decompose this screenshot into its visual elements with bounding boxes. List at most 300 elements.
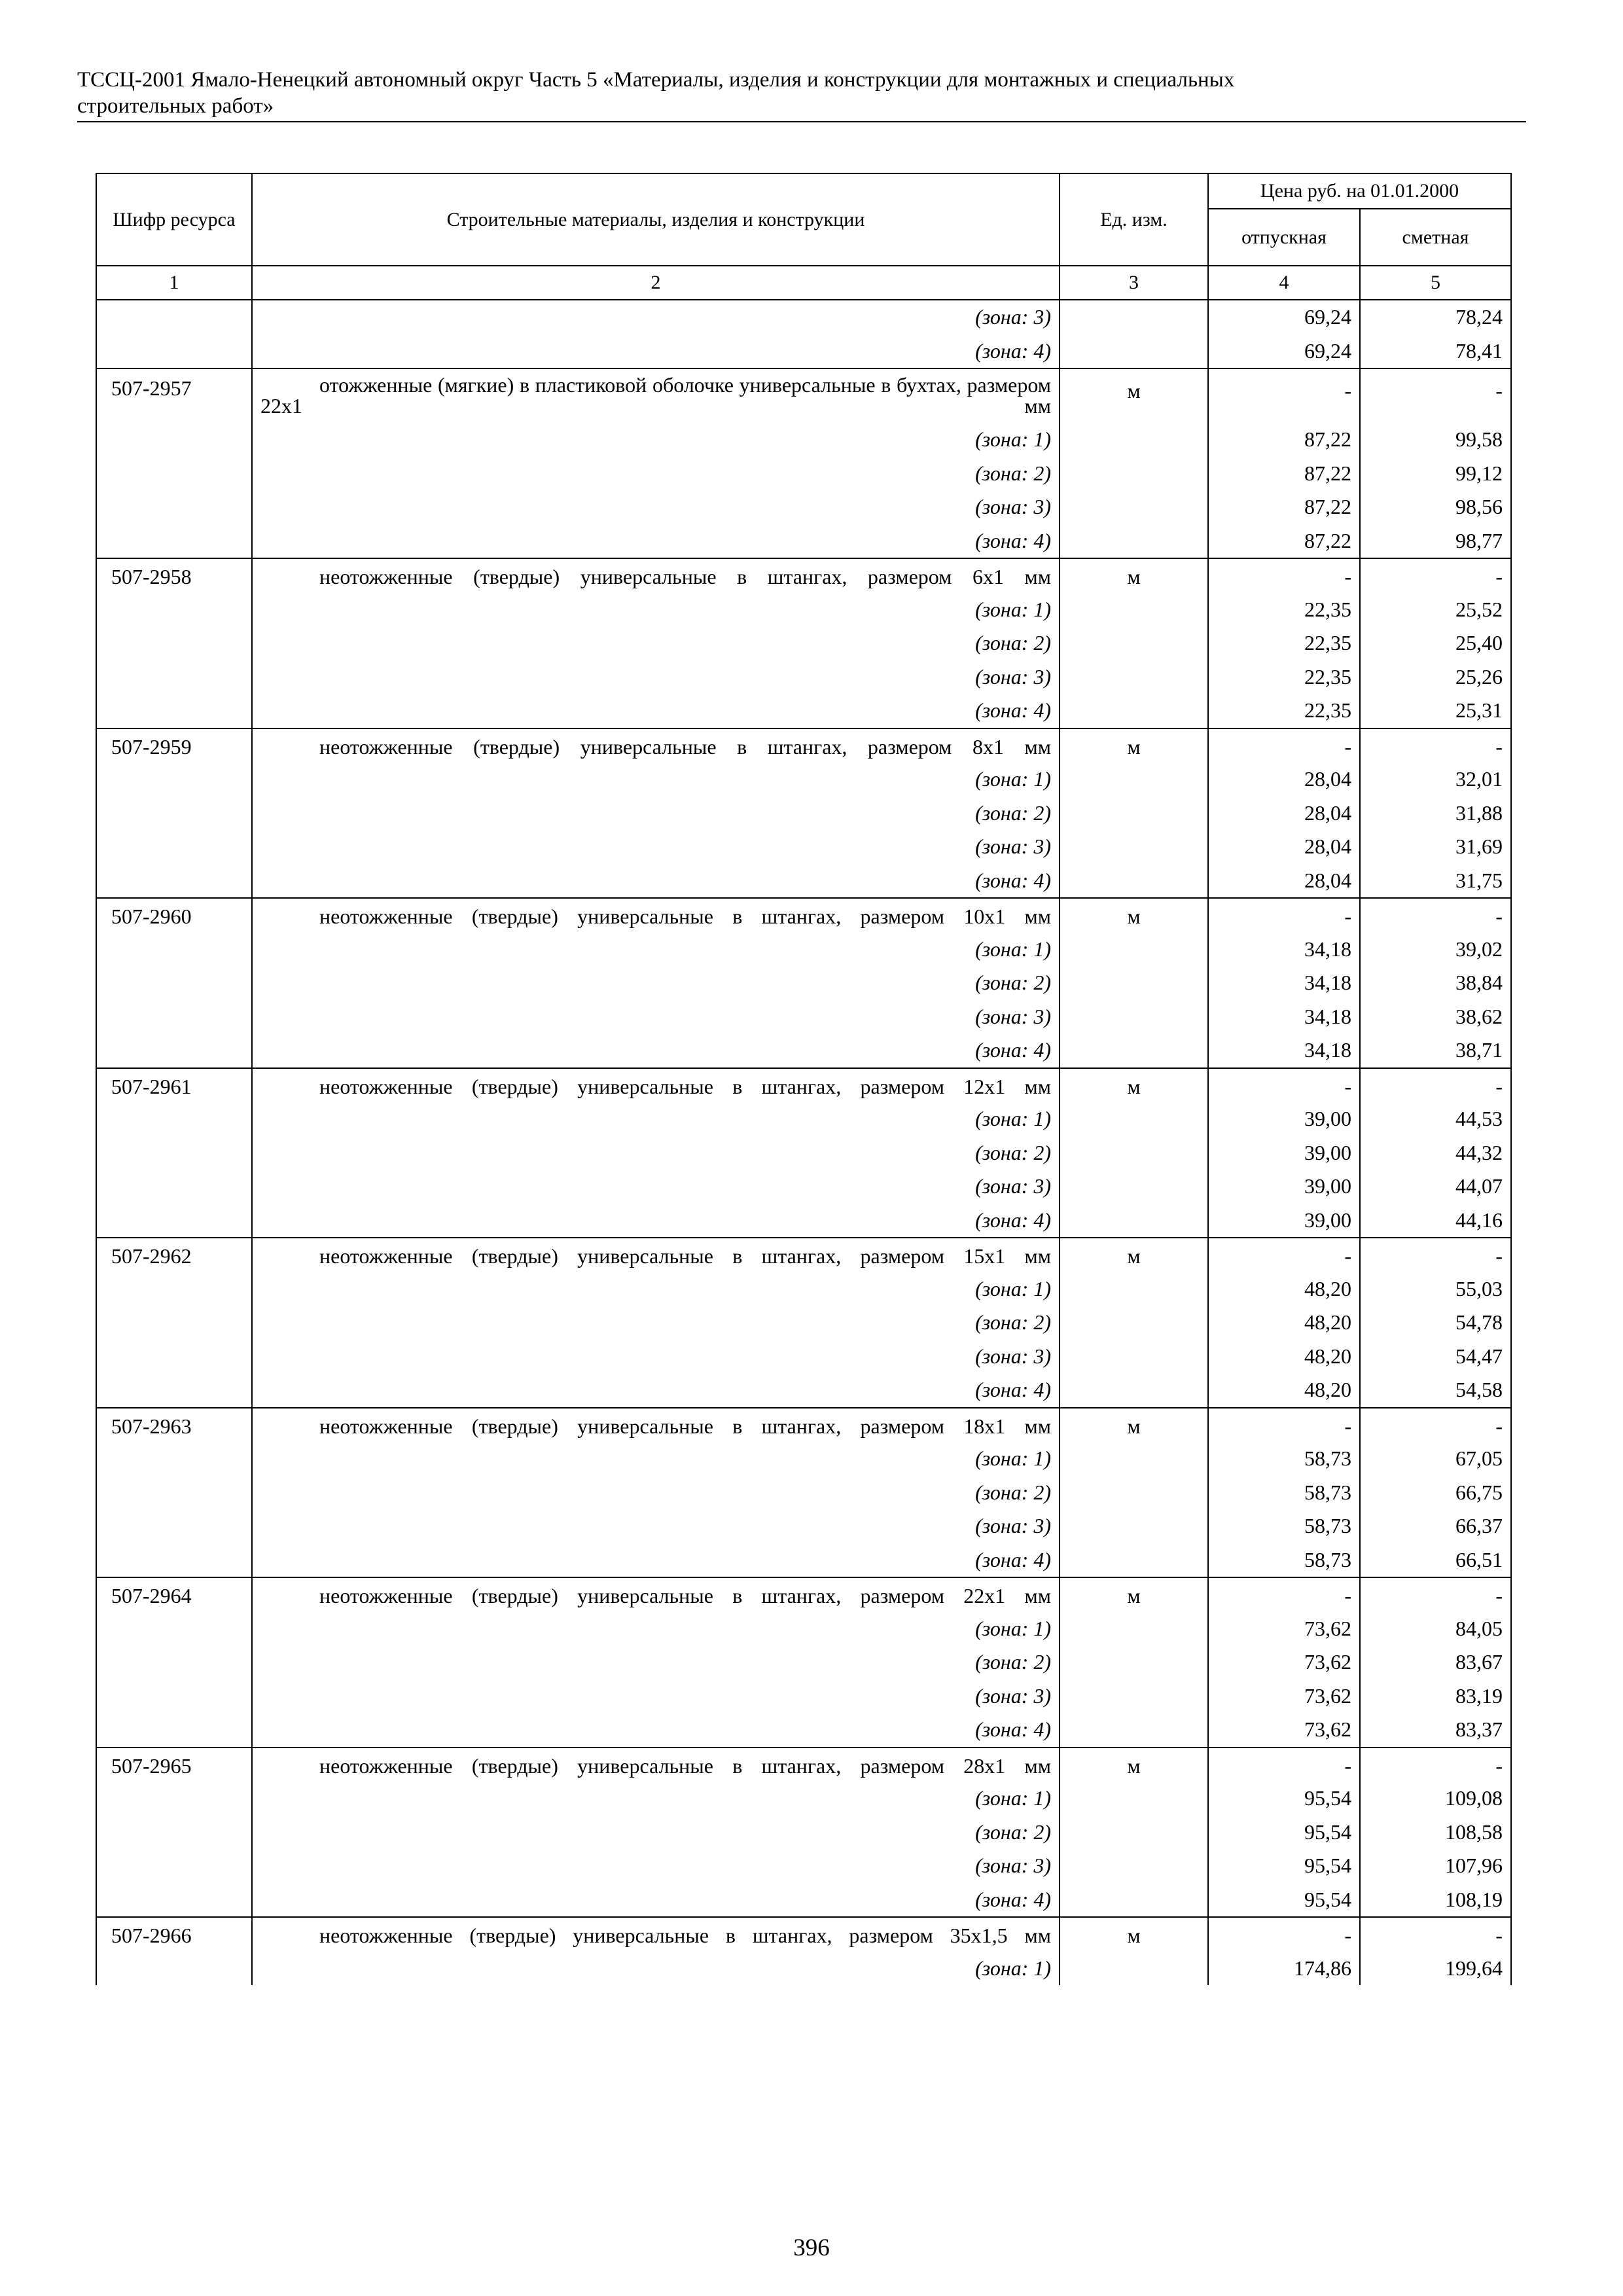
estimate-price: 38,62 [1360, 1000, 1511, 1034]
release-price: 87,22 [1208, 524, 1360, 559]
zone-label: (зона: 4) [252, 1543, 1060, 1578]
document-header [77, 67, 1524, 119]
resource-code: 507-2965 [96, 1748, 252, 1782]
estimate-price: 109,08 [1360, 1782, 1511, 1816]
code-cell [96, 1645, 252, 1679]
estimate-price: 78,41 [1360, 334, 1511, 369]
material-description [252, 728, 1060, 763]
release-price: 28,04 [1208, 864, 1360, 899]
zone-row [96, 593, 1511, 627]
estimate-price: 66,37 [1360, 1509, 1511, 1543]
table-row [96, 1068, 1511, 1103]
code-cell [96, 1782, 252, 1816]
material-description-text: неотожженные (твердые) универсальные в штангах, размером 12х1 мм [319, 1074, 1051, 1098]
unit-cell [1060, 1102, 1208, 1136]
material-description-text: неотожженные (твердые) универсальные в штангах, размером 22х1 мм [319, 1584, 1051, 1607]
release-price: - [1208, 1408, 1360, 1443]
table-header [96, 173, 1511, 300]
release-price: - [1208, 368, 1360, 423]
zone-label: (зона: 1) [252, 1272, 1060, 1306]
estimate-price: 55,03 [1360, 1272, 1511, 1306]
unit-cell [1060, 830, 1208, 864]
zone-row [96, 1782, 1511, 1816]
unit-cell [1060, 1170, 1208, 1204]
column-numbers-row [96, 266, 1511, 300]
zone-row [96, 660, 1511, 694]
table-row [96, 1917, 1511, 1952]
unit-cell [1060, 1204, 1208, 1238]
zone-row [96, 1000, 1511, 1034]
code-cell [96, 1543, 252, 1578]
zone-row [96, 1340, 1511, 1374]
table-row [96, 1577, 1511, 1612]
resource-code: 507-2960 [96, 898, 252, 933]
estimate-price: 98,56 [1360, 490, 1511, 524]
code-cell [96, 423, 252, 457]
resource-code: 507-2966 [96, 1917, 252, 1952]
table-row [96, 1408, 1511, 1443]
code-cell [96, 933, 252, 967]
estimate-price: - [1360, 1408, 1511, 1443]
zone-row [96, 1645, 1511, 1679]
unit-cell [1060, 1816, 1208, 1850]
zone-row [96, 490, 1511, 524]
code-cell [96, 1849, 252, 1883]
zone-label: (зона: 4) [252, 334, 1060, 369]
estimate-price: - [1360, 898, 1511, 933]
unit-cell [1060, 1272, 1208, 1306]
code-cell [96, 1204, 252, 1238]
zone-row [96, 524, 1511, 559]
estimate-price: 38,84 [1360, 966, 1511, 1000]
unit-cell: м [1060, 728, 1208, 763]
estimate-price: 66,75 [1360, 1476, 1511, 1510]
estimate-price: 25,26 [1360, 660, 1511, 694]
release-price: 39,00 [1208, 1204, 1360, 1238]
zone-label: (зона: 3) [252, 660, 1060, 694]
table-row [96, 728, 1511, 763]
code-cell [96, 864, 252, 899]
code-cell [96, 524, 252, 559]
zone-label: (зона: 1) [252, 1612, 1060, 1646]
zone-row [96, 1612, 1511, 1646]
zone-row [96, 1306, 1511, 1340]
zone-row [96, 1170, 1511, 1204]
release-price: - [1208, 1917, 1360, 1952]
zone-label: (зона: 2) [252, 797, 1060, 831]
zone-label: (зона: 4) [252, 524, 1060, 559]
code-cell [96, 830, 252, 864]
unit-cell: м [1060, 558, 1208, 593]
release-price: 58,73 [1208, 1476, 1360, 1510]
unit-cell [1060, 762, 1208, 797]
unit-cell [1060, 593, 1208, 627]
unit-cell: м [1060, 1748, 1208, 1782]
estimate-price: 32,01 [1360, 762, 1511, 797]
material-description-text: неотожженные (твердые) универсальные в штангах, размером 6х1 мм [319, 565, 1051, 588]
code-cell [96, 797, 252, 831]
material-description [252, 558, 1060, 593]
zone-label: (зона: 3) [252, 1509, 1060, 1543]
unit-cell [1060, 933, 1208, 967]
code-cell [96, 1476, 252, 1510]
col-number: 5 [1360, 266, 1511, 300]
zone-label: (зона: 1) [252, 933, 1060, 967]
release-price: 87,22 [1208, 490, 1360, 524]
code-cell [96, 660, 252, 694]
estimate-price: 44,16 [1360, 1204, 1511, 1238]
material-description-text: неотожженные (твердые) универсальные в штангах, размером 35х1,5 мм [319, 1924, 1051, 1947]
zone-row [96, 1679, 1511, 1713]
release-price: - [1208, 1577, 1360, 1612]
code-cell [96, 1033, 252, 1068]
zone-label: (зона: 2) [252, 1136, 1060, 1170]
material-description-text: неотожженные (твердые) универсальные в штангах, размером 8х1 мм [319, 734, 1051, 759]
release-price: 95,54 [1208, 1849, 1360, 1883]
zone-label: (зона: 3) [252, 1340, 1060, 1374]
zone-row [96, 762, 1511, 797]
release-price: 39,00 [1208, 1136, 1360, 1170]
resource-code: 507-2962 [96, 1238, 252, 1272]
zone-row [96, 1713, 1511, 1748]
estimate-price: 67,05 [1360, 1442, 1511, 1476]
zone-label: (зона: 2) [252, 966, 1060, 1000]
resource-code: 507-2964 [96, 1577, 252, 1612]
zone-row [96, 1373, 1511, 1408]
code-cell [96, 966, 252, 1000]
table-row [96, 1748, 1511, 1782]
page-number: 396 [793, 2234, 830, 2261]
code-cell [96, 1816, 252, 1850]
release-price: 22,35 [1208, 593, 1360, 627]
unit-cell [1060, 1679, 1208, 1713]
unit-cell [1060, 1373, 1208, 1408]
zone-label: (зона: 1) [252, 1442, 1060, 1476]
table-row [96, 898, 1511, 933]
release-price: 34,18 [1208, 933, 1360, 967]
zone-row [96, 1033, 1511, 1068]
material-description-text: неотожженные (твердые) универсальные в штангах, размером 18х1 мм [319, 1414, 1051, 1438]
release-price: 48,20 [1208, 1272, 1360, 1306]
zone-row [96, 1543, 1511, 1578]
release-price: 95,54 [1208, 1782, 1360, 1816]
code-cell [96, 762, 252, 797]
estimate-price: - [1360, 1917, 1511, 1952]
resource-code: 507-2963 [96, 1408, 252, 1443]
zone-label: (зона: 1) [252, 1782, 1060, 1816]
material-description [252, 368, 1060, 423]
resource-code: 507-2957 [96, 368, 252, 423]
estimate-price: 54,47 [1360, 1340, 1511, 1374]
unit-cell [1060, 1782, 1208, 1816]
unit-cell [1060, 660, 1208, 694]
code-cell [96, 1952, 252, 1986]
col-header-unit: Ед. изм. [1060, 173, 1208, 266]
code-cell [96, 1340, 252, 1374]
resource-code: 507-2961 [96, 1068, 252, 1103]
unit-cell [1060, 1543, 1208, 1578]
col-header-price-group: Цена руб. на 01.01.2000 [1208, 173, 1511, 209]
material-description-text: неотожженные (твердые) универсальные в штангах, размером 28х1 мм [319, 1753, 1051, 1778]
code-cell [96, 593, 252, 627]
estimate-price: - [1360, 1238, 1511, 1272]
unit-cell [1060, 1340, 1208, 1374]
estimate-price: - [1360, 368, 1511, 423]
release-price: 58,73 [1208, 1543, 1360, 1578]
release-price: 48,20 [1208, 1306, 1360, 1340]
release-price: - [1208, 728, 1360, 763]
code-cell [96, 1373, 252, 1408]
estimate-price: 98,77 [1360, 524, 1511, 559]
estimate-price: 31,75 [1360, 864, 1511, 899]
estimate-price: 66,51 [1360, 1543, 1511, 1578]
estimate-price: 31,88 [1360, 797, 1511, 831]
col-number: 4 [1208, 266, 1360, 300]
estimate-price: 54,58 [1360, 1373, 1511, 1408]
material-description [252, 1748, 1060, 1782]
release-price: 95,54 [1208, 1883, 1360, 1918]
unit-cell [1060, 457, 1208, 491]
material-description-text: неотожженные (твердые) универсальные в штангах, размером 10х1 мм [319, 905, 1051, 928]
estimate-price: 108,58 [1360, 1816, 1511, 1850]
table-row [96, 368, 1511, 423]
release-price: 39,00 [1208, 1170, 1360, 1204]
unit-cell [1060, 1952, 1208, 1986]
zone-label: (зона: 2) [252, 1816, 1060, 1850]
zone-row [96, 1102, 1511, 1136]
estimate-price: 38,71 [1360, 1033, 1511, 1068]
estimate-price: 25,31 [1360, 694, 1511, 728]
code-cell [96, 1306, 252, 1340]
zone-row [96, 1204, 1511, 1238]
release-price: 28,04 [1208, 797, 1360, 831]
zone-row [96, 864, 1511, 899]
estimate-price: 44,32 [1360, 1136, 1511, 1170]
code-cell [96, 1272, 252, 1306]
zone-row [96, 933, 1511, 967]
release-price: 58,73 [1208, 1509, 1360, 1543]
col-number: 3 [1060, 266, 1208, 300]
code-cell [96, 334, 252, 369]
col-header-name: Строительные материалы, изделия и конструкции [252, 173, 1060, 266]
code-cell [96, 1679, 252, 1713]
code-cell [96, 1102, 252, 1136]
zone-label: (зона: 1) [252, 1952, 1060, 1986]
release-price: 87,22 [1208, 423, 1360, 457]
zone-label: (зона: 4) [252, 1033, 1060, 1068]
release-price: - [1208, 1068, 1360, 1103]
material-description [252, 1068, 1060, 1103]
release-price: 69,24 [1208, 300, 1360, 334]
code-cell [96, 626, 252, 660]
code-cell [96, 1136, 252, 1170]
zone-label: (зона: 2) [252, 626, 1060, 660]
unit-cell: м [1060, 1238, 1208, 1272]
material-description-text: отожженные (мягкие) в пластиковой оболочке универсальные в бухтах, размером 22х1 мм [260, 373, 1051, 418]
estimate-price: - [1360, 558, 1511, 593]
release-price: 73,62 [1208, 1713, 1360, 1748]
unit-cell [1060, 423, 1208, 457]
code-cell [96, 300, 252, 334]
unit-cell [1060, 334, 1208, 369]
estimate-price: - [1360, 1748, 1511, 1782]
estimate-price: 108,19 [1360, 1883, 1511, 1918]
unit-cell [1060, 1645, 1208, 1679]
code-cell [96, 457, 252, 491]
unit-cell [1060, 524, 1208, 559]
zone-label: (зона: 4) [252, 864, 1060, 899]
zone-row [96, 334, 1511, 369]
code-cell [96, 1000, 252, 1034]
estimate-price: - [1360, 1577, 1511, 1612]
release-price: 39,00 [1208, 1102, 1360, 1136]
release-price: 34,18 [1208, 966, 1360, 1000]
zone-label: (зона: 4) [252, 694, 1060, 728]
release-price: 34,18 [1208, 1033, 1360, 1068]
release-price: 69,24 [1208, 334, 1360, 369]
zone-label: (зона: 2) [252, 457, 1060, 491]
material-description [252, 1577, 1060, 1612]
unit-cell [1060, 864, 1208, 899]
code-cell [96, 490, 252, 524]
release-price: 22,35 [1208, 660, 1360, 694]
release-price: - [1208, 898, 1360, 933]
zone-label: (зона: 3) [252, 1000, 1060, 1034]
release-price: 95,54 [1208, 1816, 1360, 1850]
unit-cell [1060, 626, 1208, 660]
release-price: - [1208, 1238, 1360, 1272]
unit-cell [1060, 1509, 1208, 1543]
material-description [252, 1408, 1060, 1443]
release-price: 48,20 [1208, 1340, 1360, 1374]
estimate-price: 99,12 [1360, 457, 1511, 491]
unit-cell [1060, 300, 1208, 334]
unit-cell [1060, 1306, 1208, 1340]
release-price: 58,73 [1208, 1442, 1360, 1476]
unit-cell: м [1060, 1917, 1208, 1952]
unit-cell [1060, 1000, 1208, 1034]
zone-label: (зона: 2) [252, 1645, 1060, 1679]
unit-cell [1060, 966, 1208, 1000]
estimate-price: - [1360, 1068, 1511, 1103]
zone-row [96, 1816, 1511, 1850]
table-row [96, 1238, 1511, 1272]
zone-row [96, 1442, 1511, 1476]
unit-cell [1060, 1136, 1208, 1170]
header-line-1: ТССЦ-2001 Ямало-Ненецкий автономный округ Часть 5 «Материалы, изделия и конструкции для монтажных и специальных [77, 68, 1235, 92]
estimate-price: - [1360, 728, 1511, 763]
release-price: 174,86 [1208, 1952, 1360, 1986]
unit-cell: м [1060, 898, 1208, 933]
zone-row [96, 1952, 1511, 1986]
release-price: 22,35 [1208, 694, 1360, 728]
unit-cell [1060, 1883, 1208, 1918]
code-cell [96, 1442, 252, 1476]
zone-label: (зона: 1) [252, 762, 1060, 797]
zone-row [96, 1476, 1511, 1510]
unit-cell [1060, 694, 1208, 728]
unit-cell [1060, 797, 1208, 831]
unit-cell [1060, 490, 1208, 524]
table-body [96, 300, 1511, 1985]
unit-cell: м [1060, 368, 1208, 423]
unit-cell [1060, 1033, 1208, 1068]
zone-row [96, 423, 1511, 457]
release-price: 28,04 [1208, 830, 1360, 864]
release-price: 34,18 [1208, 1000, 1360, 1034]
estimate-price: 78,24 [1360, 300, 1511, 334]
release-price: 22,35 [1208, 626, 1360, 660]
estimate-price: 84,05 [1360, 1612, 1511, 1646]
col-header-release: отпускная [1208, 209, 1360, 266]
estimate-price: 31,69 [1360, 830, 1511, 864]
estimate-price: 83,67 [1360, 1645, 1511, 1679]
zone-label: (зона: 4) [252, 1204, 1060, 1238]
zone-row [96, 966, 1511, 1000]
zone-label: (зона: 4) [252, 1713, 1060, 1748]
release-price: 28,04 [1208, 762, 1360, 797]
zone-label: (зона: 3) [252, 300, 1060, 334]
resource-code: 507-2958 [96, 558, 252, 593]
release-price: - [1208, 1748, 1360, 1782]
code-cell [96, 1170, 252, 1204]
code-cell [96, 1883, 252, 1918]
unit-cell: м [1060, 1068, 1208, 1103]
release-price: 73,62 [1208, 1645, 1360, 1679]
estimate-price: 25,52 [1360, 593, 1511, 627]
release-price: 48,20 [1208, 1373, 1360, 1408]
zone-label: (зона: 2) [252, 1306, 1060, 1340]
zone-label: (зона: 3) [252, 1170, 1060, 1204]
zone-row [96, 1136, 1511, 1170]
code-cell [96, 694, 252, 728]
header-line-2: строительных работ» [77, 94, 274, 118]
zone-row [96, 797, 1511, 831]
zone-row [96, 300, 1511, 334]
zone-label: (зона: 3) [252, 830, 1060, 864]
material-description [252, 898, 1060, 933]
zone-label: (зона: 1) [252, 593, 1060, 627]
unit-cell: м [1060, 1408, 1208, 1443]
unit-cell [1060, 1612, 1208, 1646]
zone-label: (зона: 1) [252, 1102, 1060, 1136]
unit-cell [1060, 1849, 1208, 1883]
resource-code: 507-2959 [96, 728, 252, 763]
zone-label: (зона: 4) [252, 1883, 1060, 1918]
zone-row [96, 626, 1511, 660]
col-header-code: Шифр ресурса [96, 173, 252, 266]
zone-label: (зона: 2) [252, 1476, 1060, 1510]
estimate-price: 25,40 [1360, 626, 1511, 660]
zone-label: (зона: 3) [252, 1849, 1060, 1883]
material-description-text: неотожженные (твердые) универсальные в штангах, размером 15х1 мм [319, 1244, 1051, 1268]
zone-row [96, 1849, 1511, 1883]
zone-row [96, 694, 1511, 728]
estimate-price: 44,07 [1360, 1170, 1511, 1204]
price-table [96, 173, 1512, 1985]
code-cell [96, 1713, 252, 1748]
estimate-price: 83,37 [1360, 1713, 1511, 1748]
estimate-price: 44,53 [1360, 1102, 1511, 1136]
release-price: 87,22 [1208, 457, 1360, 491]
estimate-price: 83,19 [1360, 1679, 1511, 1713]
header-rule [77, 121, 1526, 122]
zone-row [96, 1509, 1511, 1543]
code-cell [96, 1509, 252, 1543]
unit-cell [1060, 1442, 1208, 1476]
zone-label: (зона: 3) [252, 1679, 1060, 1713]
col-number: 1 [96, 266, 252, 300]
